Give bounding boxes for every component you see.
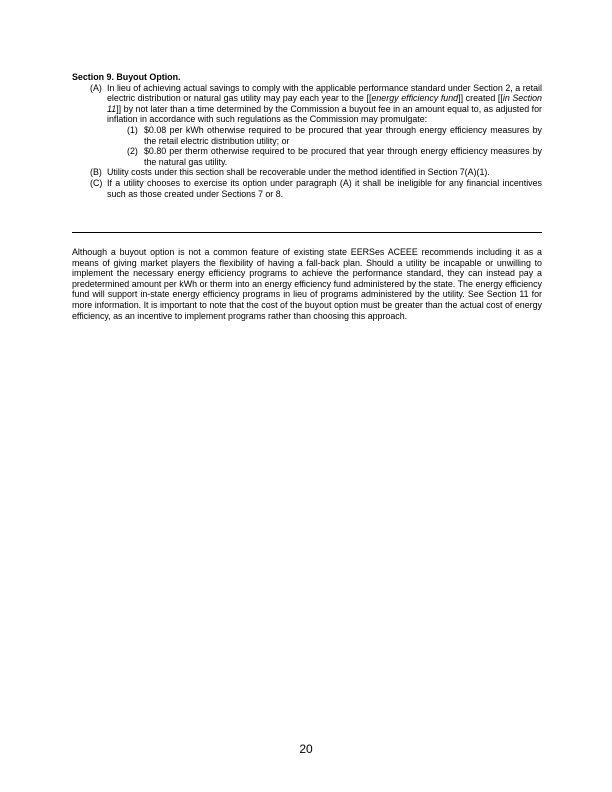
subitem-2 — [72, 146, 542, 167]
item-a-italic-energy-efficiency-fund: energy efficiency fund — [371, 93, 459, 104]
section-heading: Section 9. Buyout Option. — [72, 72, 181, 82]
item-c — [72, 178, 542, 199]
subitem-2-label: (2) — [127, 146, 138, 157]
section-9-buyout-option — [72, 72, 542, 199]
item-a-text-1: In lieu of achieving actual savings to comply with the applicable performance standard under Section 2, a retail electric distribution or natural gas utility may pay each year to the [[ — [107, 82, 542, 104]
item-b-label: (B) — [90, 167, 102, 178]
horizontal-divider — [72, 232, 542, 233]
item-b — [72, 167, 542, 178]
item-a-italic-in-section-11: in Section 11 — [107, 93, 542, 114]
item-a-text-2: ]] created [[ — [458, 93, 503, 104]
item-b-text: Utility costs under this section shall be recoverable under the method identified in Section 7(A)(1). — [107, 167, 490, 178]
item-a — [72, 83, 542, 125]
subitem-2-text: $0.80 per therm otherwise required to be procured that year through energy efficiency measures by the natural gas utility. — [144, 146, 542, 167]
commentary-paragraph: Although a buyout option is not a common feature of existing state EERSes ACEEE recommends including it as a means of giving market players the flexibility of having a fall-back plan. Should a utility be incapable or unwilling to implement the necessary energy efficiency programs to achieve the performance standard, they can instead pay a predetermined amount per kWh or therm into an energy efficiency fund administered by the state. The energy efficiency fund will support in-state energy efficiency programs in lieu of programs administered by the utility. See Section 11 for more information. It is important to note that the cost of the buyout option must be greater than the actual cost of energy efficiency, as an incentive to implement programs rather than choosing this approach. — [72, 247, 542, 321]
subitem-1-text: $0.08 per kWh otherwise required to be procured that year through energy efficiency measures by the retail electric distribution utility; or — [144, 124, 542, 146]
subitem-1-label: (1) — [127, 124, 138, 135]
item-a-text-3: ]] by not later than a time determined by the Commission a buyout fee in an amount equal to, as adjusted for inflation in accordance with such regulations as the Commission may promulgate: — [107, 103, 542, 125]
item-c-text: If a utility chooses to exercise its option under paragraph (A) it shall be ineligible for any financial incentives such as those created under Sections 7 or 8. — [107, 177, 542, 199]
page-number: 20 — [299, 742, 313, 756]
subitem-1 — [72, 125, 542, 146]
item-c-label: (C) — [90, 177, 103, 188]
item-a-label: (A) — [90, 82, 102, 93]
